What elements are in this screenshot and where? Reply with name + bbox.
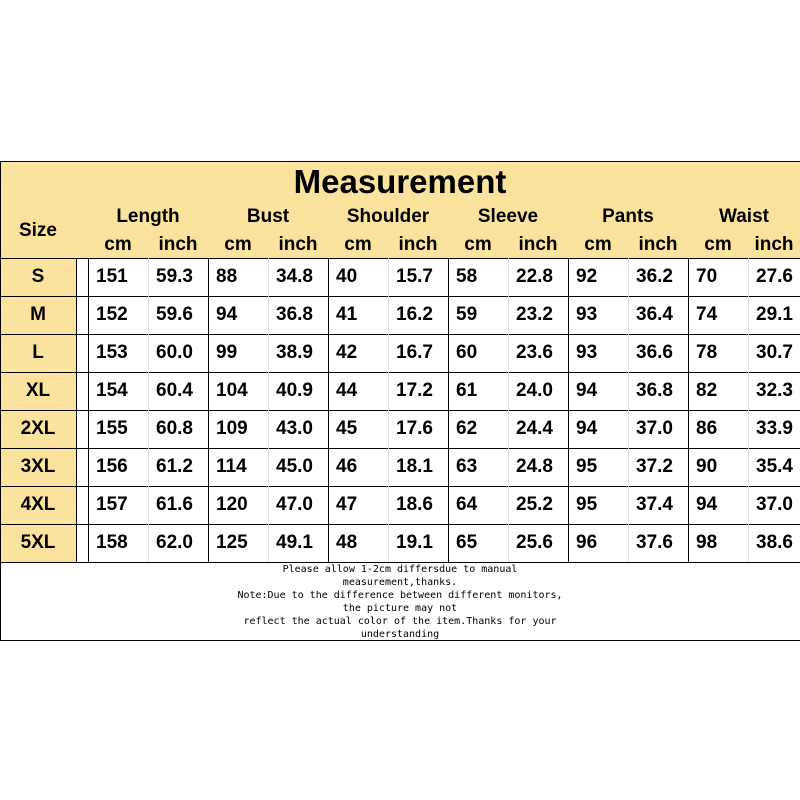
size-label: 2XL [0,410,76,448]
table-cell: 114 [216,456,247,477]
unit-label-inch: inch [518,234,558,255]
table-cell: 153 [96,342,128,363]
size-label: M [0,296,76,334]
note-line: Please allow 1-2cm differsdue to manual [282,564,518,575]
table-cell: 37.0 [756,494,793,515]
grid-line [448,258,449,562]
size-column-header: Size [18,220,58,241]
column-header-shoulder: Shoulder [346,206,430,227]
unit-label-inch: inch [158,234,198,255]
table-cell: 155 [96,418,128,439]
table-cell: 94 [576,418,598,439]
table-cell: 24.4 [516,418,553,439]
table-cell: 15.7 [396,266,433,287]
table-cell: 36.4 [636,304,673,325]
table-cell: 92 [576,266,598,287]
table-cell: 63 [456,456,478,477]
grid-line [748,258,749,562]
grid-line [388,258,389,562]
unit-label-cm: cm [344,234,372,255]
table-cell: 93 [576,342,598,363]
table-row [0,334,800,372]
table-cell: 99 [216,342,238,363]
table-cell: 36.6 [636,342,673,363]
table-cell: 37.2 [636,456,673,477]
unit-label-inch: inch [398,234,438,255]
table-cell: 95 [576,494,598,515]
grid-line [0,486,800,487]
table-cell: 95 [576,456,598,477]
table-cell: 88 [216,266,238,287]
unit-label-inch: inch [278,234,318,255]
unit-label-cm: cm [104,234,132,255]
column-header-bust: Bust [246,206,290,227]
table-row [0,296,800,334]
table-cell: 18.1 [396,456,433,477]
table-cell: 78 [696,342,718,363]
size-label: 5XL [0,524,76,562]
table-cell: 158 [96,532,128,553]
grid-line [0,410,800,411]
table-cell: 98 [696,532,718,553]
table-cell: 62.0 [156,532,193,553]
table-cell: 40 [336,266,358,287]
table-cell: 74 [696,304,718,325]
table-row [0,410,800,448]
table-cell: 30.7 [756,342,793,363]
table-cell: 43.0 [276,418,313,439]
unit-label-cm: cm [704,234,732,255]
note-line: the picture may not [342,603,458,614]
table-cell: 120 [216,494,248,515]
table-cell: 60.8 [156,418,193,439]
table-cell: 36.8 [636,380,673,401]
note-line: measurement,thanks. [342,577,458,588]
table-cell: 70 [696,266,718,287]
table-cell: 16.7 [396,342,433,363]
table-cell: 27.6 [756,266,793,287]
disclaimer-note [0,563,800,641]
table-cell: 24.8 [516,456,553,477]
table-cell: 25.2 [516,494,553,515]
table-cell: 35.4 [756,456,793,477]
column-header-sleeve: Sleeve [477,206,539,227]
table-cell: 90 [696,456,718,477]
grid-line [688,258,689,562]
note-line: understanding [360,629,440,640]
table-cell: 151 [96,266,128,287]
grid-line [568,258,569,562]
table-row [0,372,800,410]
table-row [0,448,800,486]
unit-label-cm: cm [224,234,252,255]
table-cell: 24.0 [516,380,553,401]
grid-line [328,258,329,562]
table-cell: 59.3 [156,266,193,287]
note-line: Note:Due to the difference between different monitors, [237,590,563,601]
table-cell: 42 [336,342,358,363]
table-cell: 125 [216,532,248,553]
size-chart [0,161,800,641]
table-cell: 49.1 [276,532,313,553]
grid-line [268,258,269,562]
table-row [0,486,800,524]
size-label: S [0,258,76,296]
chart-title: Measurement [293,163,507,200]
table-cell: 37.0 [636,418,673,439]
table-cell: 82 [696,380,718,401]
table-cell: 62 [456,418,478,439]
table-cell: 29.1 [756,304,793,325]
size-label: XL [0,372,76,410]
grid-line [88,258,89,562]
grid-line [0,372,800,373]
grid-line [0,334,800,335]
table-cell: 19.1 [396,532,433,553]
table-cell: 86 [696,418,718,439]
table-cell: 32.3 [756,380,793,401]
grid-line [148,258,149,562]
note-line: reflect the actual color of the item.Thanks for your [243,616,557,627]
table-cell: 94 [576,380,598,401]
table-cell: 61.6 [156,494,193,515]
table-cell: 65 [456,532,478,553]
table-cell: 61 [456,380,478,401]
table-cell: 16.2 [396,304,433,325]
grid-line [0,258,800,259]
column-header-length: Length [116,206,180,227]
unit-label-cm: cm [464,234,492,255]
size-label: L [0,334,76,372]
table-cell: 64 [456,494,478,515]
grid-line [0,524,800,525]
column-header-waist: Waist [719,206,769,227]
table-cell: 94 [216,304,238,325]
table-cell: 18.6 [396,494,433,515]
table-cell: 48 [336,532,358,553]
table-cell: 93 [576,304,598,325]
table-cell: 37.6 [636,532,673,553]
table-cell: 152 [96,304,128,325]
unit-label-inch: inch [638,234,678,255]
unit-label-inch: inch [754,234,794,255]
table-row [0,258,800,296]
grid-line [0,448,800,449]
table-cell: 59 [456,304,478,325]
size-label: 3XL [0,448,76,486]
table-cell: 154 [96,380,128,401]
table-cell: 17.6 [396,418,433,439]
table-row [0,524,800,562]
table-cell: 23.2 [516,304,553,325]
table-cell: 47 [336,494,358,515]
table-cell: 109 [216,418,248,439]
table-cell: 47.0 [276,494,313,515]
table-cell: 58 [456,266,478,287]
column-header-pants: Pants [602,206,654,227]
table-cell: 38.9 [276,342,313,363]
table-cell: 96 [576,532,598,553]
grid-line [76,258,77,562]
table-cell: 46 [336,456,358,477]
table-cell: 40.9 [276,380,313,401]
table-cell: 33.9 [756,418,793,439]
table-cell: 34.8 [276,266,313,287]
table-cell: 94 [696,494,718,515]
table-cell: 36.2 [636,266,673,287]
table-cell: 41 [336,304,358,325]
table-cell: 45.0 [276,456,313,477]
table-cell: 61.2 [156,456,193,477]
grid-line [0,161,800,162]
table-cell: 23.6 [516,342,553,363]
table-cell: 156 [96,456,128,477]
table-cell: 37.4 [636,494,673,515]
grid-line [0,296,800,297]
table-cell: 45 [336,418,358,439]
grid-line [628,258,629,562]
table-cell: 25.6 [516,532,553,553]
table-cell: 157 [96,494,128,515]
table-cell: 60 [456,342,478,363]
table-cell: 59.6 [156,304,193,325]
table-cell: 44 [336,380,358,401]
table-cell: 22.8 [516,266,553,287]
table-cell: 17.2 [396,380,433,401]
grid-line [208,258,209,562]
table-cell: 38.6 [756,532,793,553]
table-cell: 60.0 [156,342,193,363]
table-cell: 104 [216,380,248,401]
table-cell: 60.4 [156,380,193,401]
grid-line [508,258,509,562]
size-label: 4XL [0,486,76,524]
unit-label-cm: cm [584,234,612,255]
table-cell: 36.8 [276,304,313,325]
